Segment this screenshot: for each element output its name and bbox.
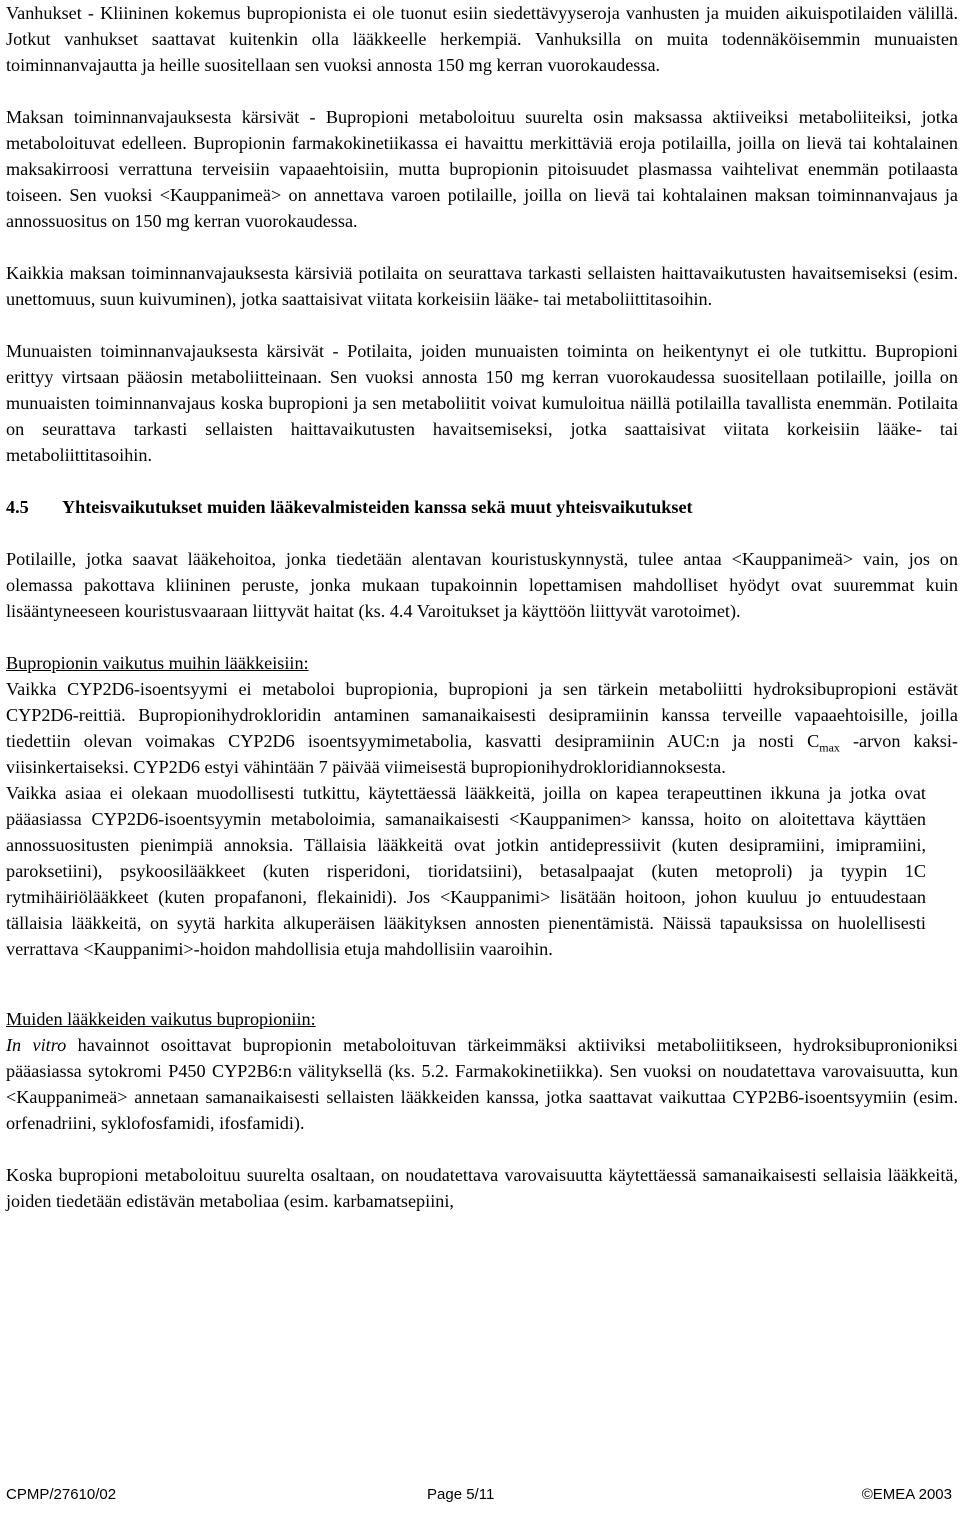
subheading-effect-on-other-drugs: Bupropionin vaikutus muihin lääkkeisiin: [6,653,309,673]
footer-page-number: Page 5/11 [427,1486,495,1503]
paragraph-narrow-therapeutic: Vaikka asiaa ei olekaan muodollisesti tutkittu, käytettäessä lääkkeitä, joilla on kapea terapeuttinen ikkuna ja jotka ovat pääasiassa CYP2D6-isoentsyymin metaboloimia, samanaikaisesti <Kauppanimen> kanssa, hoito on aloitettava käyttäen annossuositusten pienimpiä annoksia. Tällaisia lääkkeitä ovat jotkin antidepressiivit (kuten desipramiini, imipramiini, paroksetiini), psykoosilääkkeet (kuten risperidoni, tioridatsiini), betasalpaajat (kuten metoproli) ja tyypin 1C rytmihäiriölääkkeet (kuten propafanoni, flekainidi). Jos <Kauppanimi> lisätään hoitoon, johon kuuluu jo entuudestaan tällaisia lääkkeitä, on syytä harkita alkuperäisen lääkityksen annosten pienentämistä. Näissä tapauksissa on huolellisesti verrattava <Kauppanimi>-hoidon mahdollisia etuja mahdollisiin vaaroihin. [6,783,926,959]
cyp2d6-text-2: -arvon kaksi-viisinkertaiseksi. CYP2D6 estyi vähintään 7 päivää viimeisestä bupropionihydrokloridiannoksesta. [6,731,958,777]
paragraph-cyp2d6 [6,676,958,780]
paragraph-renal-impairment: Munuaisten toiminnanvajauksesta kärsivät - Potilaita, joiden munuaisten toiminta on heikentynyt ei ole tutkittu. Bupropioni erittyy virtsaan pääosin metaboliitteinaan. Sen vuoksi annosta 150 mg kerran vuorokaudessa suositellaan potilaille, joilla on munuaisten toiminnanvajaus koska bupropioni ja sen metaboliitit voivat kumuloitua näillä potilailla tavallista enemmän. Potilaita on seurattava tarkasti sellaisten haittavaikutusten havaitsemiseksi, jotka saattaisivat viitata korkeisiin lääke- tai metaboliittitasoihin. [6,341,958,465]
cyp2b6-text: havainnot osoittavat bupropionin metaboloituvan tärkeimmäksi aktiiviksi metaboliitikseen, hydroksibupronioniksi pääasiassa sytokromi P450 CYP2B6:n välityksellä (ks. 5.2. Farmakokinetiikka). Sen vuoksi on noudatettava varovaisuutta, kun <Kauppanimeä> annetaan samanaikaisesti sellaisten lääkkeiden kanssa, jotka saattavat vaikuttaa CYP2B6-isoentsyymiin (esim. orfenadriini, syklofosfamidi, ifosfamidi). [6,1035,958,1133]
document-page [6,0,958,1214]
footer-doc-id: CPMP/27610/02 [6,1486,117,1503]
section-heading [6,494,958,520]
paragraph-hepatic-impairment: Maksan toiminnanvajauksesta kärsivät - Bupropioni metaboloituu suurelta osin maksassa aktiiveiksi metaboliiteiksi, jotka metaboloituvat edelleen. Bupropionin farmakokinetiikassa ei havaittu merkittäviä eroja potilailla, joilla on lievä tai kohtalainen maksakirroosi verrattuna terveisiin vapaaehtoisiin, mutta bupropionin pitoisuudet plasmassa vaihtelivat enemmän potilaasta toiseen. Sen vuoksi <Kauppanimeä> on annettava varoen potilaille, joilla on lievä tai kohtalainen maksan toiminnanvajaus ja annossuositus on 150 mg kerran vuorokaudessa. [6,107,958,231]
in-vitro-italic: In vitro [6,1035,67,1055]
footer-copyright: ©EMEA 2003 [861,1486,952,1503]
cyp2d6-text-1: Vaikka CYP2D6-isoentsyymi ei metaboloi bupropionia, bupropioni ja sen tärkein metaboliitti hydroksibupropioni estävät CYP2D6-reittiä. Bupropionihydrokloridin antaminen samanaikaisesti desipramiinin kanssa terveille vapaaehtoisille, joilla tiedettiin olevan voimakas CYP2D6 isoentsyymimetabolia, kasvatti desipramiinin AUC:n ja nosti C [6,679,958,751]
paragraph-cyp2b6 [6,1032,958,1136]
paragraph-hepatic-monitoring: Kaikkia maksan toiminnanvajauksesta kärsiviä potilaita on seurattava tarkasti sellaisten haittavaikutusten havaitsemiseksi (esim. unettomuus, suun kuivuminen), jotka saattaisivat viitata korkeisiin lääke- tai metaboliittitasoihin. [6,263,958,309]
section-title: Yhteisvaikutukset muiden lääkevalmisteiden kanssa sekä muut yhteisvaikutukset [62,497,693,517]
subheading-effect-on-bupropion: Muiden lääkkeiden vaikutus bupropioniin: [6,1009,316,1029]
paragraph-elderly: Vanhukset - Kliininen kokemus bupropionista ei ole tuonut esiin siedettävyyseroja vanhusten ja muiden aikuispotilaiden välillä. Jotkut vanhukset saattavat kuitenkin olla lääkkeelle herkempiä. Vanhuksilla on muita todennäköisemmin munuaisten toiminnanvajautta ja heille suositellaan sen vuoksi annosta 150 mg kerran vuorokaudessa. [6,3,958,75]
paragraph-metabolism-inducers: Koska bupropioni metaboloituu suurelta osaltaan, on noudatettava varovaisuutta käytettäessä samanaikaisesti sellaisia lääkkeitä, joiden tiedetään edistävän metaboliaa (esim. karbamatsepiini, [6,1165,958,1211]
section-number: 4.5 [6,497,29,517]
paragraph-seizure-threshold: Potilaille, jotka saavat lääkehoitoa, jonka tiedetään alentavan kouristuskynnystä, tulee antaa <Kauppanimeä> vain, jos on olemassa pakottava kliininen peruste, jonka mukaan tupakoinnin lopettamisen mahdolliset hyödyt ovat suuremmat kuin lisääntyneeseen kouristusvaaraan liittyvät haitat (ks. 4.4 Varoitukset ja käyttöön liittyvät varotoimet). [6,549,958,621]
page-footer [6,1486,952,1508]
cmax-subscript: max [819,740,840,755]
